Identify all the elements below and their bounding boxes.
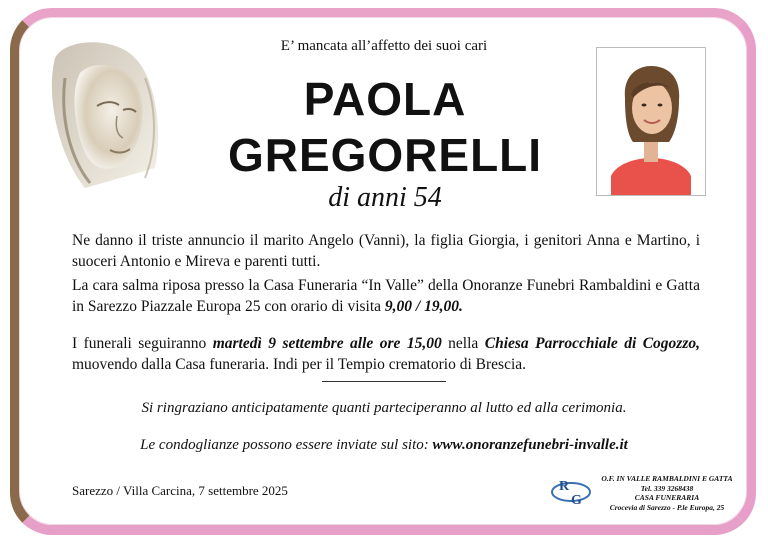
wake-paragraph xyxy=(72,275,700,317)
agency-phone: Tel. 339 3268438 xyxy=(640,483,694,493)
funeral-datetime: martedì 9 settembre alle ore 15,00 xyxy=(212,335,442,352)
logo-letter-g: G xyxy=(571,493,582,508)
condolences-website-link[interactable]: www.onoranzefunebri-invalle.it xyxy=(432,437,628,453)
family-announcement: Ne danno il triste annuncio il marito Angelo (Vanni), la figlia Giorgia, i genitori Anna e Martino, i suoceri Antonio e Mireva e parenti tutti. xyxy=(72,232,700,270)
agency-logo xyxy=(550,474,592,508)
funeral-paragraph xyxy=(72,333,700,375)
last-name: GREGORELLI xyxy=(227,129,543,181)
visiting-hours: 9,00 / 19,00. xyxy=(384,298,463,315)
divider-line xyxy=(322,381,446,382)
condolences-text: Le condoglianze possono essere inviate sul sito: xyxy=(140,437,433,453)
condolences-line xyxy=(0,437,768,454)
funeral-church: Chiesa Parrocchiale di Cogozzo, xyxy=(484,335,700,352)
age-text: di anni 54 xyxy=(328,182,442,213)
logo-letter-r: R xyxy=(559,479,570,494)
thanks-text: Si ringraziano anticipatamente quanti parteciperanno al lutto ed alla cerimonia. xyxy=(141,400,627,416)
agency-name: O.F. IN VALLE RAMBALDINI E GATTA xyxy=(601,474,733,483)
first-name: PAOLA xyxy=(303,73,467,125)
intro-text: E’ mancata all’affetto dei suoi cari xyxy=(280,38,488,54)
agency-type: CASA FUNERARIA xyxy=(634,493,700,502)
funeral-text-b: nella xyxy=(441,335,485,352)
place-date: Sarezzo / Villa Carcina, 7 settembre 2025 xyxy=(72,483,288,498)
agency-address: Crocevia di Sarezzo - P.le Europa, 25 xyxy=(609,502,725,512)
wake-text: La cara salma riposa presso la Casa Funeraria “In Valle” della Onoranze Funebri Rambaldini e Gatta in Sarezzo Piazzale Europa 25 con orario di visita xyxy=(72,277,700,315)
funeral-text-a: I funerali seguiranno xyxy=(72,335,213,352)
agency-info xyxy=(597,474,737,512)
funeral-text-c: muovendo dalla Casa funeraria. Indi per il Tempio crematorio di Brescia. xyxy=(72,356,527,373)
